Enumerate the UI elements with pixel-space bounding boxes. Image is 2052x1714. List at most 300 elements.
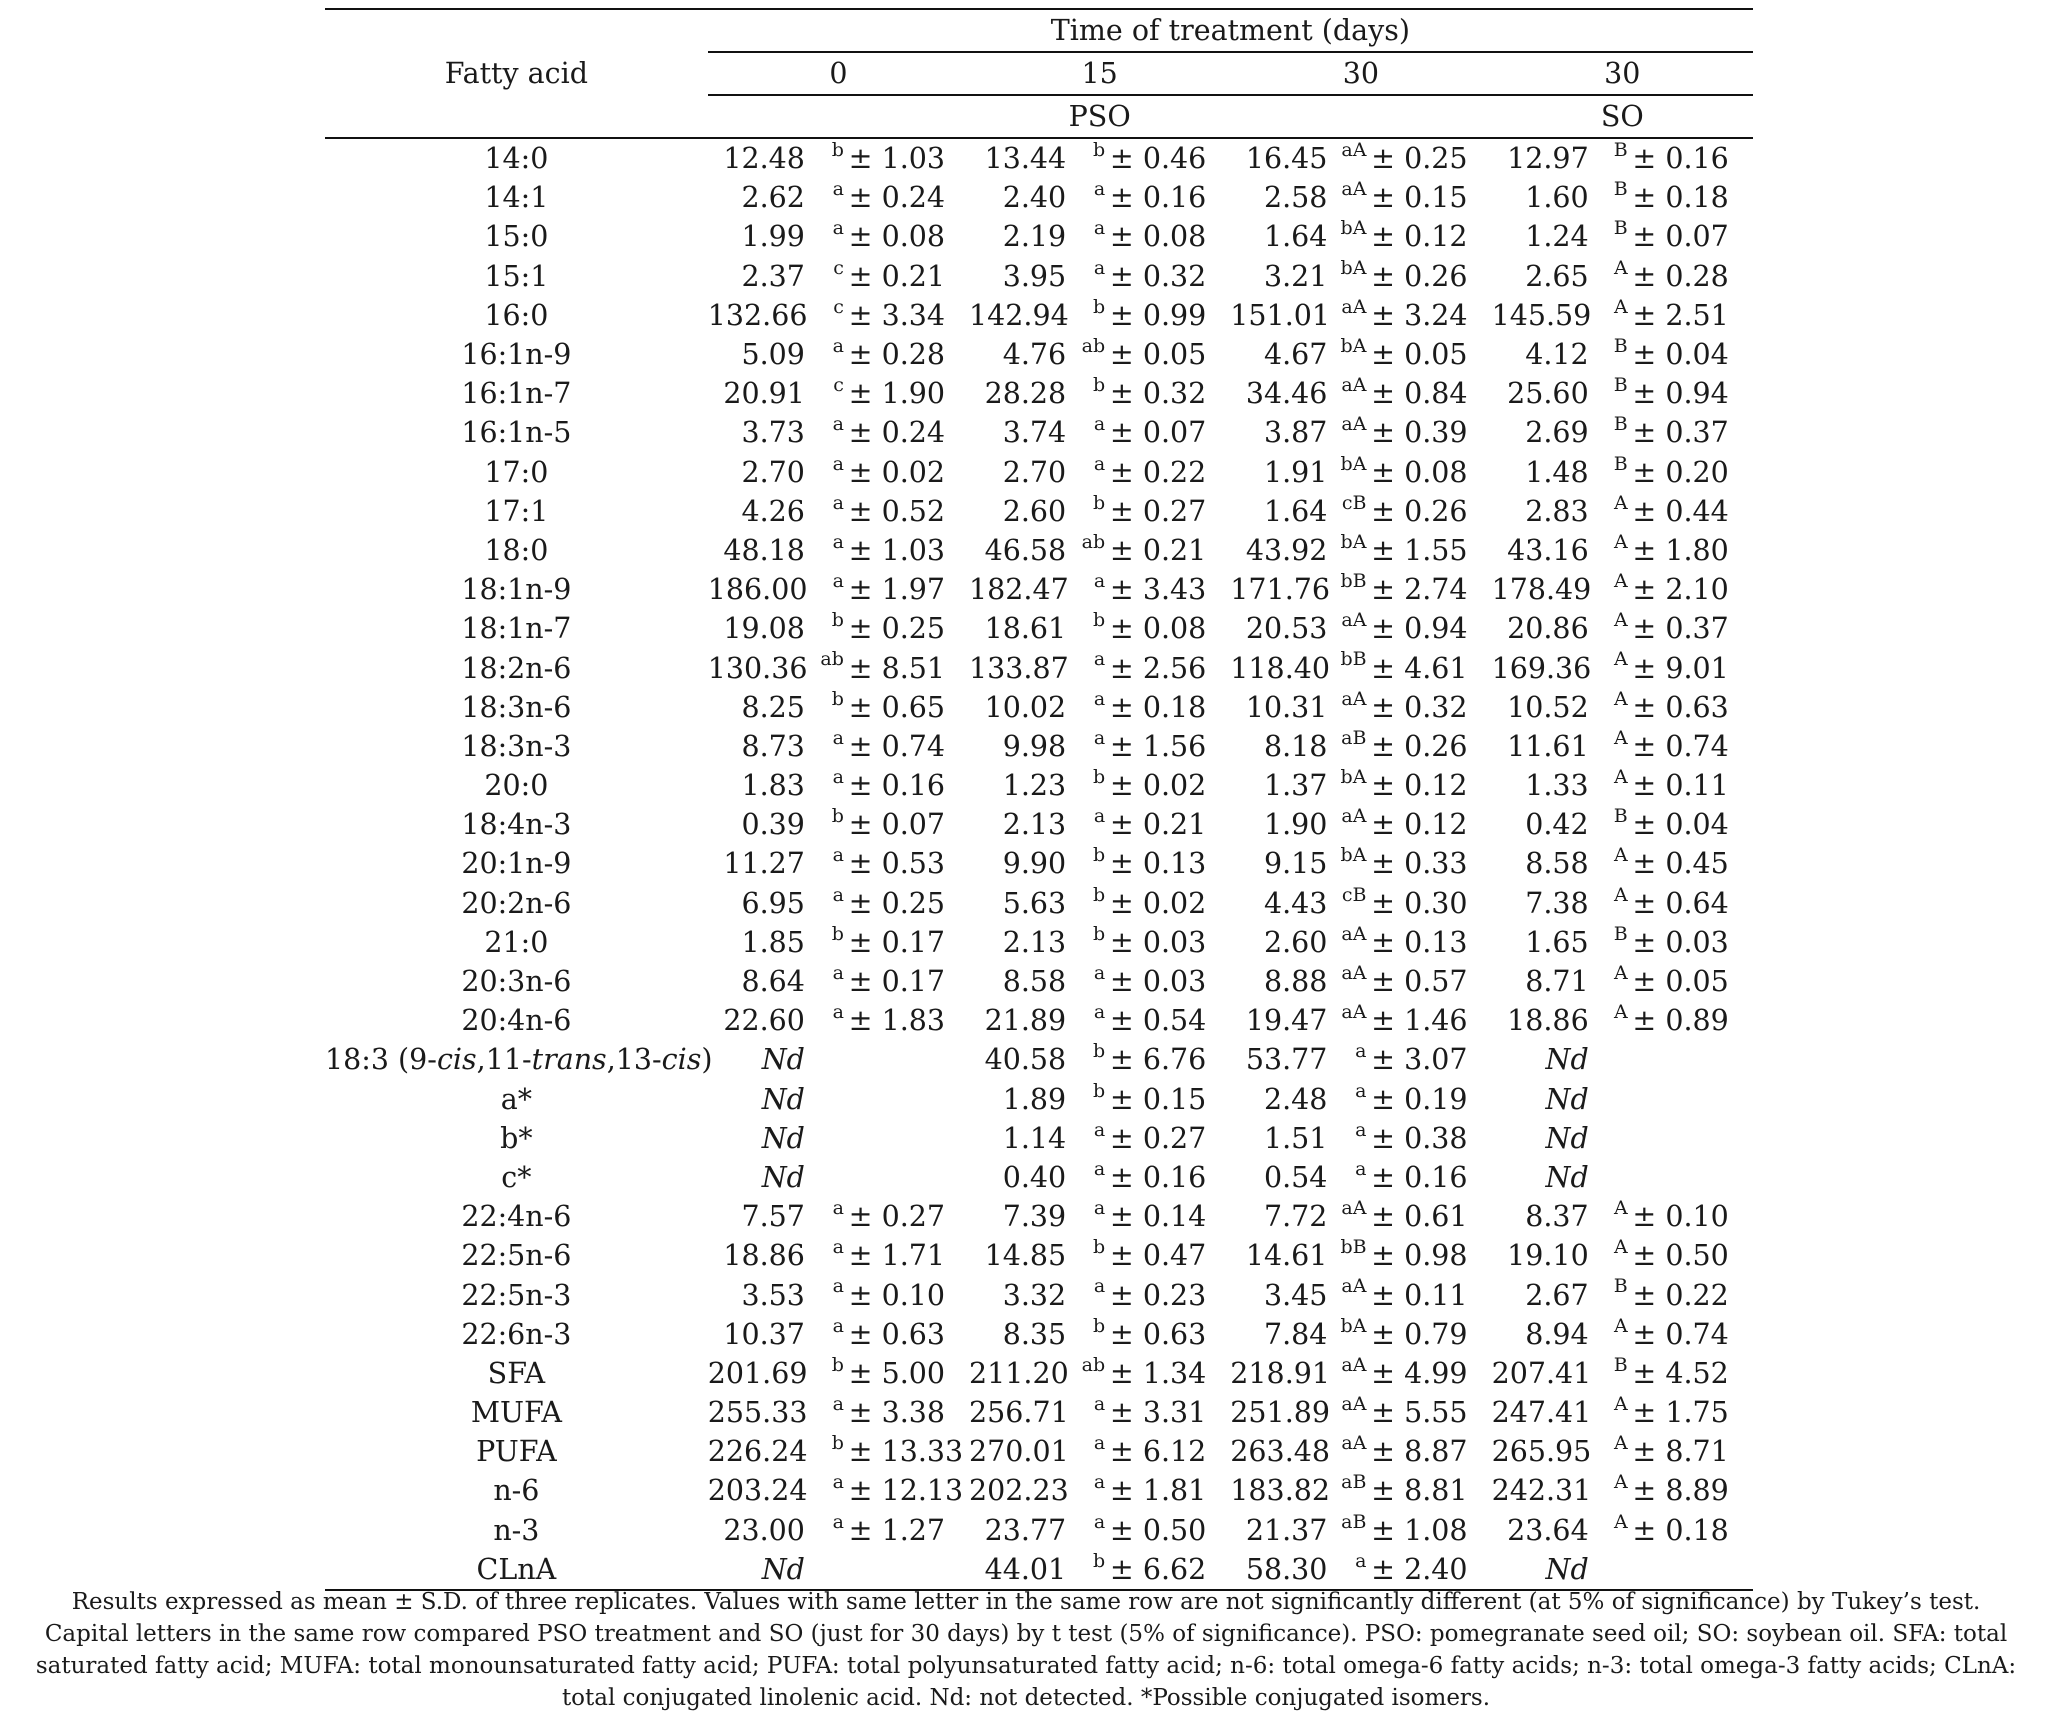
mean-value: 171.76 xyxy=(1230,573,1331,607)
mean-value: 2.70 xyxy=(1002,455,1067,489)
std-deviation: ± 0.94 xyxy=(1371,612,1468,646)
std-deviation: ± 0.12 xyxy=(1371,769,1468,803)
std-deviation-value: 1.75 xyxy=(1665,1396,1729,1430)
significance-letter-text: bA xyxy=(1340,334,1367,357)
std-deviation: ± 3.38 xyxy=(848,1396,946,1430)
table-row xyxy=(325,374,1753,413)
mean-value: 1.51 xyxy=(1263,1121,1328,1155)
significance-letter xyxy=(1071,766,1110,805)
std-deviation-value: 2.74 xyxy=(1404,573,1468,607)
mean-value: 226.24 xyxy=(707,1435,808,1469)
mean-value: 2.60 xyxy=(1263,925,1328,959)
std-deviation: ± 0.99 xyxy=(1109,298,1207,332)
significance-letter-text: a xyxy=(1093,648,1106,671)
std-deviation-value: 0.53 xyxy=(881,847,946,881)
significance-letter xyxy=(1071,217,1110,256)
std-deviation-value: 0.02 xyxy=(881,455,946,489)
significance-letter xyxy=(1332,335,1371,374)
mean-value: 118.40 xyxy=(1230,651,1331,685)
fatty-acid-name: 18:2n-6 xyxy=(461,651,572,685)
std-deviation: ± 0.52 xyxy=(848,494,946,528)
std-deviation-value: 0.37 xyxy=(1665,416,1729,450)
mean-value: 8.71 xyxy=(1525,965,1589,999)
significance-letter xyxy=(810,1550,849,1590)
std-deviation-value: 0.25 xyxy=(1404,142,1468,176)
table-row xyxy=(325,570,1753,609)
mean-value: 4.43 xyxy=(1263,886,1328,920)
mean-value: 12.48 xyxy=(723,142,805,176)
fatty-acid-name: 18:3 (9-cis,11-trans,13-cis) xyxy=(325,1043,713,1077)
std-deviation-value: 0.50 xyxy=(1665,1239,1729,1273)
table-row xyxy=(325,335,1753,374)
std-deviation: ± 0.18 xyxy=(1632,1513,1729,1547)
significance-letter-text: a xyxy=(1093,1471,1106,1494)
mean-value: 0.39 xyxy=(741,808,805,842)
table-row xyxy=(325,217,1753,256)
significance-letter-text: b xyxy=(1093,609,1106,632)
significance-letter xyxy=(1332,766,1371,805)
std-deviation-value: 0.04 xyxy=(1665,338,1729,372)
std-deviation: ± 0.16 xyxy=(848,769,946,803)
std-deviation-value: 0.05 xyxy=(1665,965,1729,999)
std-deviation: ± 4.52 xyxy=(1632,1356,1729,1390)
mean-value: 1.85 xyxy=(741,925,805,959)
mean-value: 4.26 xyxy=(741,494,805,528)
std-deviation-value: 2.10 xyxy=(1665,573,1729,607)
std-deviation: ± 3.07 xyxy=(1371,1043,1468,1077)
significance-letter-text: bB xyxy=(1340,648,1367,671)
significance-letter-text: a xyxy=(832,1314,844,1337)
significance-letter xyxy=(1332,453,1371,492)
significance-letter xyxy=(1594,374,1633,413)
std-deviation: ± 0.24 xyxy=(848,181,946,215)
significance-letter xyxy=(1332,257,1371,296)
mean-value: 4.76 xyxy=(1002,338,1067,372)
significance-letter xyxy=(1594,492,1633,531)
mean-value: 201.69 xyxy=(707,1356,808,1390)
significance-letter xyxy=(810,1080,849,1119)
significance-letter xyxy=(1332,1197,1371,1236)
mean-value: 251.89 xyxy=(1230,1396,1331,1430)
std-deviation: ± 0.08 xyxy=(1109,612,1207,646)
mean-value: 14.85 xyxy=(984,1239,1067,1273)
fatty-acid-name: b* xyxy=(500,1121,533,1155)
std-deviation: ± 1.03 xyxy=(848,142,946,176)
significance-letter-text: b xyxy=(1093,374,1106,397)
significance-letter xyxy=(1594,1040,1633,1079)
std-deviation-value: 1.71 xyxy=(881,1239,946,1273)
significance-letter xyxy=(1071,1158,1110,1197)
std-deviation: ± 0.07 xyxy=(1109,416,1207,450)
mean-value: 18.61 xyxy=(984,612,1067,646)
significance-letter xyxy=(810,1511,849,1550)
significance-letter-text: aB xyxy=(1341,726,1367,749)
mean-value: 132.66 xyxy=(707,298,808,332)
significance-letter-text: B xyxy=(1613,139,1628,161)
significance-letter xyxy=(1071,374,1110,413)
fatty-acid-name: 20:0 xyxy=(484,769,549,803)
mean-value: 14.61 xyxy=(1245,1239,1328,1273)
significance-letter-text: A xyxy=(1613,687,1628,710)
significance-letter-text: b xyxy=(831,139,844,161)
std-deviation-value: 0.46 xyxy=(1142,142,1207,176)
table-row xyxy=(325,1275,1753,1314)
significance-letter-text: a xyxy=(1093,1275,1106,1298)
std-deviation-value: 0.15 xyxy=(1404,181,1468,215)
significance-letter-text: bA xyxy=(1340,766,1367,788)
std-deviation: ± 1.83 xyxy=(848,1004,946,1038)
significance-letter-text: aA xyxy=(1341,961,1367,984)
mean-value: 256.71 xyxy=(969,1396,1069,1430)
mean-value: 2.70 xyxy=(741,455,805,489)
not-detected-value: Nd xyxy=(708,1550,810,1590)
mean-value: 2.65 xyxy=(1525,259,1589,293)
day-header-30-pso: 30 xyxy=(1230,52,1491,95)
significance-letter xyxy=(810,609,849,648)
significance-letter xyxy=(1071,688,1110,727)
significance-letter-text: b xyxy=(1093,922,1106,945)
std-deviation-value: 0.65 xyxy=(881,690,946,724)
significance-letter xyxy=(810,374,849,413)
table-row xyxy=(325,1511,1753,1550)
std-deviation: ± 1.03 xyxy=(848,533,946,567)
significance-letter-text: a xyxy=(1355,1549,1367,1572)
std-deviation: ± 8.87 xyxy=(1371,1435,1468,1469)
fatty-acid-name: PUFA xyxy=(476,1435,557,1469)
significance-letter-text: a xyxy=(832,217,844,240)
significance-letter xyxy=(1594,217,1633,256)
time-of-treatment-header: Time of treatment (days) xyxy=(708,9,1753,52)
significance-letter xyxy=(1594,688,1633,727)
std-deviation: ± 8.81 xyxy=(1371,1474,1468,1508)
significance-letter xyxy=(1071,1236,1110,1275)
std-deviation-value: 0.54 xyxy=(1142,1004,1207,1038)
significance-letter xyxy=(1594,570,1633,609)
significance-letter xyxy=(1594,1550,1633,1590)
table-row xyxy=(325,962,1753,1001)
mean-value: 3.32 xyxy=(1002,1278,1067,1312)
std-deviation-value: 0.89 xyxy=(1665,1004,1729,1038)
mean-value: 23.77 xyxy=(984,1513,1067,1547)
std-deviation: ± 0.64 xyxy=(1632,886,1729,920)
day-header-0: 0 xyxy=(708,52,969,95)
significance-letter xyxy=(810,1393,849,1432)
table-row xyxy=(325,727,1753,766)
mean-value: 1.89 xyxy=(1002,1082,1067,1116)
std-deviation-value: 0.03 xyxy=(1665,925,1729,959)
std-deviation: ± 3.43 xyxy=(1109,573,1207,607)
std-deviation: ± 0.26 xyxy=(1371,729,1468,763)
mean-value: 25.60 xyxy=(1507,377,1589,411)
significance-letter-text: A xyxy=(1613,726,1628,749)
std-deviation: ± 8.51 xyxy=(848,651,946,685)
mean-value: 1.83 xyxy=(741,769,805,803)
mean-value: 2.83 xyxy=(1525,494,1589,528)
significance-letter-text: b xyxy=(1093,883,1106,906)
std-deviation-value: 0.74 xyxy=(1665,1317,1729,1351)
significance-letter-text: b xyxy=(831,922,844,945)
mean-value: 218.91 xyxy=(1230,1356,1331,1390)
mean-value: 19.10 xyxy=(1507,1239,1589,1273)
significance-letter-text: b xyxy=(831,805,844,828)
std-deviation-value: 0.12 xyxy=(1404,220,1468,254)
fatty-acid-name: 16:1n-7 xyxy=(461,377,572,411)
significance-letter-text: A xyxy=(1613,256,1628,279)
std-deviation-value: 0.38 xyxy=(1404,1121,1468,1155)
mean-value: 7.39 xyxy=(1002,1200,1067,1234)
std-deviation-value: 0.21 xyxy=(1142,533,1207,567)
significance-letter-text: cB xyxy=(1341,883,1367,906)
std-deviation xyxy=(1632,1119,1753,1158)
significance-letter-text: a xyxy=(1093,570,1106,593)
std-deviation-value: 0.94 xyxy=(1665,377,1729,411)
std-deviation-value: 0.74 xyxy=(1665,729,1729,763)
significance-letter-text: a xyxy=(832,413,844,436)
mean-value: 6.95 xyxy=(741,886,805,920)
fatty-acid-name: 14:0 xyxy=(484,142,549,176)
mean-value: 8.18 xyxy=(1263,729,1328,763)
std-deviation-value: 0.45 xyxy=(1665,847,1729,881)
mean-value: 10.31 xyxy=(1245,690,1328,724)
significance-letter xyxy=(1332,531,1371,570)
significance-letter-text: a xyxy=(1093,687,1106,710)
std-deviation: ± 0.37 xyxy=(1632,612,1729,646)
significance-letter-text: A xyxy=(1613,1236,1628,1259)
mean-value: 0.40 xyxy=(1002,1160,1067,1194)
significance-letter-text: b xyxy=(1093,1236,1106,1259)
std-deviation: ± 0.37 xyxy=(1632,416,1729,450)
not-detected-value: Nd xyxy=(1545,1043,1589,1077)
significance-letter-text: A xyxy=(1613,648,1628,671)
std-deviation: ± 0.25 xyxy=(848,886,946,920)
significance-letter xyxy=(1071,884,1110,923)
not-detected-value: Nd xyxy=(761,1043,805,1077)
mean-value: 43.92 xyxy=(1245,533,1328,567)
std-deviation: ± 0.30 xyxy=(1371,886,1468,920)
std-deviation-value: 0.07 xyxy=(1142,416,1207,450)
mean-value: 255.33 xyxy=(707,1396,808,1430)
table-row xyxy=(325,413,1753,452)
std-deviation: ± 6.76 xyxy=(1109,1043,1207,1077)
table-row xyxy=(325,1001,1753,1040)
std-deviation: ± 0.05 xyxy=(1109,338,1207,372)
significance-letter xyxy=(1071,1432,1110,1471)
mean-value: 7.84 xyxy=(1263,1317,1328,1351)
mean-value: 12.97 xyxy=(1507,142,1589,176)
mean-value: 4.12 xyxy=(1525,338,1589,372)
std-deviation-value: 0.20 xyxy=(1665,455,1729,489)
std-deviation-value: 1.97 xyxy=(881,573,946,607)
significance-letter xyxy=(1071,727,1110,766)
significance-letter-text: b xyxy=(831,1432,844,1455)
std-deviation: ± 0.03 xyxy=(1632,925,1729,959)
std-deviation-value: 3.43 xyxy=(1142,573,1207,607)
mean-value: 7.38 xyxy=(1525,886,1589,920)
std-deviation-value: 3.34 xyxy=(881,298,946,332)
std-deviation: ± 0.12 xyxy=(1371,220,1468,254)
std-deviation: ± 0.32 xyxy=(1109,259,1207,293)
mean-value: 130.36 xyxy=(707,651,808,685)
significance-letter xyxy=(810,923,849,962)
mean-value: 2.13 xyxy=(1002,808,1067,842)
std-deviation xyxy=(849,1550,969,1590)
std-deviation: ± 0.28 xyxy=(848,338,946,372)
std-deviation-value: 12.13 xyxy=(881,1474,964,1508)
std-deviation xyxy=(849,1040,969,1079)
std-deviation-value: 5.00 xyxy=(881,1356,946,1390)
mean-value: 8.58 xyxy=(1002,965,1067,999)
std-deviation xyxy=(1632,1550,1753,1590)
std-deviation: ± 0.84 xyxy=(1371,377,1468,411)
mean-value: 58.30 xyxy=(1230,1550,1332,1590)
significance-letter xyxy=(1071,257,1110,296)
std-deviation: ± 0.33 xyxy=(1371,847,1468,881)
significance-letter-text: b xyxy=(1093,1314,1106,1337)
significance-letter xyxy=(1594,727,1633,766)
std-deviation: ± 0.18 xyxy=(1109,690,1207,724)
table-row xyxy=(325,531,1753,570)
std-deviation-value: 2.56 xyxy=(1142,651,1207,685)
mean-value: 1.37 xyxy=(1263,769,1328,803)
mean-value: 1.91 xyxy=(1263,455,1328,489)
significance-letter xyxy=(1332,923,1371,962)
table-row xyxy=(325,884,1753,923)
std-deviation: ± 0.89 xyxy=(1632,1004,1729,1038)
std-deviation-value: 0.33 xyxy=(1404,847,1468,881)
std-deviation-value: 8.81 xyxy=(1404,1474,1468,1508)
std-deviation: ± 0.46 xyxy=(1109,142,1207,176)
std-deviation: ± 0.10 xyxy=(848,1278,946,1312)
std-deviation-value: 0.16 xyxy=(1142,181,1207,215)
mean-value: 133.87 xyxy=(969,651,1069,685)
significance-letter xyxy=(1594,609,1633,648)
significance-letter-text: bA xyxy=(1340,530,1367,553)
std-deviation: ± 1.08 xyxy=(1371,1513,1468,1547)
significance-letter-text: b xyxy=(831,687,844,710)
std-deviation: ± 0.27 xyxy=(1109,1121,1207,1155)
fatty-acid-name: 16:1n-9 xyxy=(461,338,572,372)
std-deviation: ± 0.38 xyxy=(1371,1121,1468,1155)
mean-value: 8.64 xyxy=(741,965,805,999)
mean-value: 23.64 xyxy=(1507,1513,1589,1547)
std-deviation-value: 0.22 xyxy=(1665,1278,1729,1312)
table-row xyxy=(325,1040,1753,1079)
significance-letter xyxy=(810,1315,849,1354)
std-deviation-value: 0.18 xyxy=(1665,1513,1729,1547)
significance-letter xyxy=(810,570,849,609)
std-deviation: ± 4.99 xyxy=(1371,1356,1468,1390)
mean-value: 2.40 xyxy=(1002,181,1067,215)
significance-letter-text: B xyxy=(1613,178,1628,201)
fatty-acid-name: n-3 xyxy=(493,1513,540,1547)
std-deviation-value: 0.12 xyxy=(1404,808,1468,842)
std-deviation: ± 0.61 xyxy=(1371,1200,1468,1234)
significance-letter xyxy=(810,178,849,217)
significance-letter xyxy=(1332,138,1371,178)
mean-value: 22.60 xyxy=(723,1004,805,1038)
significance-letter-text: a xyxy=(1093,961,1106,984)
std-deviation-value: 0.25 xyxy=(881,612,946,646)
significance-letter-text: c xyxy=(833,374,844,397)
std-deviation-value: 0.22 xyxy=(1142,455,1207,489)
significance-letter xyxy=(1332,1432,1371,1471)
mean-value: 0.54 xyxy=(1263,1160,1328,1194)
mean-value: 182.47 xyxy=(969,573,1069,607)
std-deviation: ± 4.61 xyxy=(1371,651,1468,685)
std-deviation: ± 2.51 xyxy=(1632,298,1729,332)
mean-value: 18.86 xyxy=(1507,1004,1589,1038)
std-deviation: ± 0.02 xyxy=(1109,769,1207,803)
significance-letter-text: a xyxy=(1093,726,1106,749)
std-deviation-value: 1.55 xyxy=(1404,533,1468,567)
table-row xyxy=(325,648,1753,687)
significance-letter xyxy=(810,1001,849,1040)
std-deviation-value: 0.84 xyxy=(1404,377,1468,411)
std-deviation-value: 0.39 xyxy=(1404,416,1468,450)
std-deviation: ± 2.10 xyxy=(1632,573,1729,607)
mean-value: 11.61 xyxy=(1507,729,1589,763)
std-deviation: ± 0.65 xyxy=(848,690,946,724)
std-deviation: ± 0.25 xyxy=(848,612,946,646)
std-deviation-value: 0.79 xyxy=(1404,1317,1468,1351)
std-deviation: ± 0.28 xyxy=(1632,259,1729,293)
std-deviation-value: 0.11 xyxy=(1404,1278,1468,1312)
std-deviation-value: 0.63 xyxy=(1665,690,1729,724)
mean-value: 11.27 xyxy=(723,847,805,881)
std-deviation-value: 0.61 xyxy=(1404,1200,1468,1234)
std-deviation: ± 3.34 xyxy=(848,298,946,332)
significance-letter xyxy=(1332,648,1371,687)
fatty-acid-name: 20:4n-6 xyxy=(461,1004,572,1038)
significance-letter xyxy=(1594,1275,1633,1314)
significance-letter-text: aA xyxy=(1341,1432,1367,1455)
std-deviation: ± 5.00 xyxy=(848,1356,946,1390)
significance-letter-text: ab xyxy=(820,648,844,671)
mean-value: 16.45 xyxy=(1245,142,1328,176)
std-deviation xyxy=(849,1158,969,1197)
significance-letter-text: bA xyxy=(1340,217,1367,240)
mean-value: 34.46 xyxy=(1245,377,1328,411)
significance-letter-text: b xyxy=(1093,844,1106,867)
significance-letter xyxy=(1071,335,1110,374)
std-deviation-value: 0.15 xyxy=(1142,1082,1207,1116)
mean-value: 3.74 xyxy=(1002,416,1067,450)
significance-letter xyxy=(1071,570,1110,609)
significance-letter-text: a xyxy=(832,570,844,593)
mean-value: 7.57 xyxy=(741,1200,805,1234)
std-deviation-value: 0.02 xyxy=(1142,769,1207,803)
std-deviation: ± 0.79 xyxy=(1371,1317,1468,1351)
mean-value: 8.35 xyxy=(1002,1317,1067,1351)
significance-letter-text: a xyxy=(832,1001,844,1024)
significance-letter xyxy=(810,335,849,374)
significance-letter xyxy=(810,805,849,844)
significance-letter xyxy=(1594,296,1633,335)
significance-letter-text: A xyxy=(1613,1432,1628,1455)
mean-value: 5.09 xyxy=(741,338,805,372)
significance-letter xyxy=(1594,1315,1633,1354)
significance-letter-text: B xyxy=(1613,805,1628,828)
std-deviation: ± 0.13 xyxy=(1371,925,1468,959)
not-detected-value: Nd xyxy=(761,1121,805,1155)
mean-value: 43.16 xyxy=(1507,533,1589,567)
not-detected-value: Nd xyxy=(761,1082,805,1116)
std-deviation-value: 0.64 xyxy=(1665,886,1729,920)
std-deviation: ± 1.81 xyxy=(1109,1474,1207,1508)
significance-letter xyxy=(1071,1275,1110,1314)
significance-letter xyxy=(1332,1001,1371,1040)
std-deviation-value: 0.52 xyxy=(881,494,946,528)
